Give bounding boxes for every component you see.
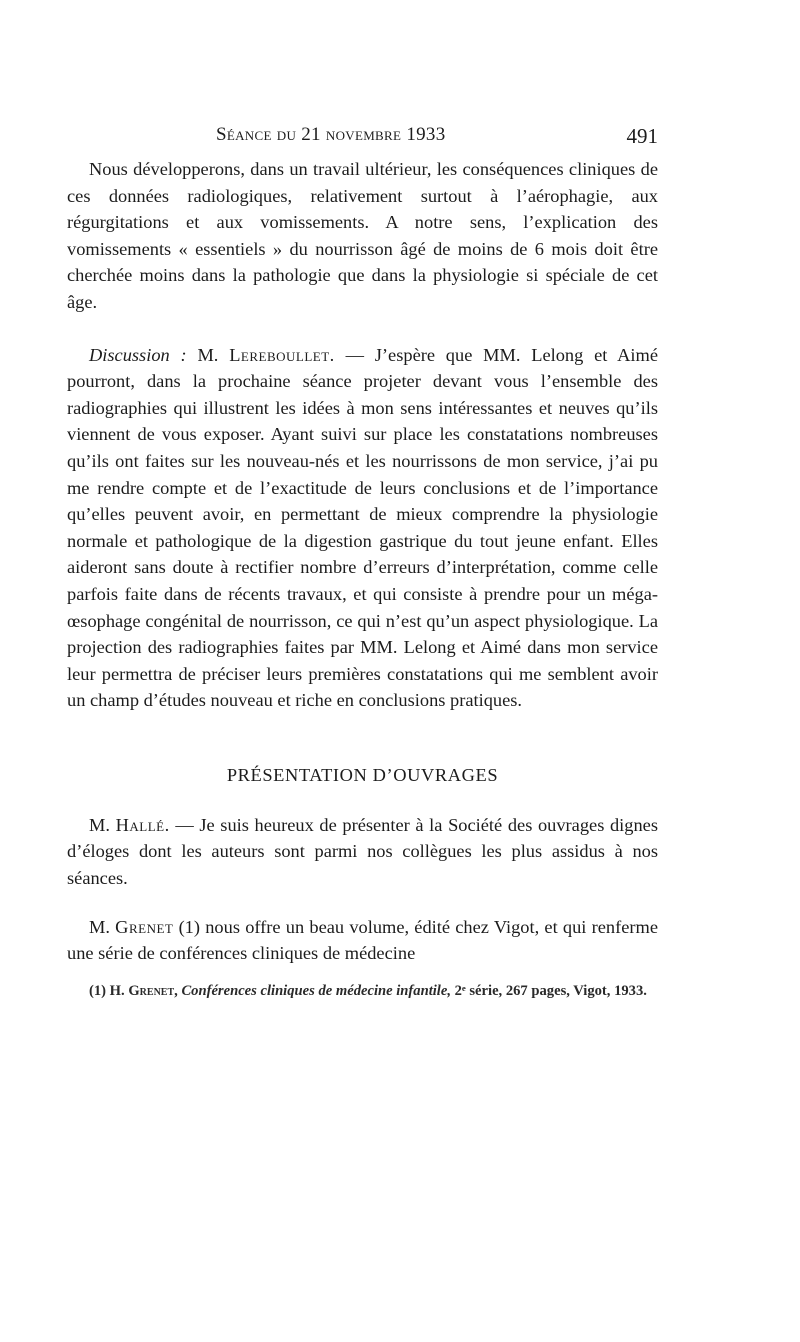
section-title: PRÉSENTATION D’OUVRAGES [226,764,499,785]
footnote-details: 2ᵉ série, 267 pages, Vigot, 1933. [454,982,647,999]
header-year: 1933 [406,124,446,145]
grenet-prefix: M. [89,916,110,937]
halle-paragraph [67,812,658,892]
header-du: du [276,124,297,145]
header-seance: Séance [216,124,272,145]
footnote [67,981,658,1001]
halle-text: — Je suis heureux de présenter à la Société des ouvrages dignes d’éloges dont les auteurs sont parmi nos collègues les plus assidus à nos séances. [67,814,658,889]
discussion-label: Discussion : [89,344,187,365]
discussion-speaker-name: Lereboullet. [229,344,335,365]
header-month: novembre [325,124,402,145]
footnote-title: Conférences cliniques de médecine infantile, [181,982,451,999]
grenet-name: Grenet [115,916,174,937]
grenet-text: nous offre un beau volume, édité chez Vigot, et qui renferme une série de conférences cliniques de médecine [67,916,658,964]
footnote-marker: (1) H. [89,982,125,999]
paragraph-radiology-conclusion: Nous développerons, dans un travail ultérieur, les conséquences cliniques de ces données radiologiques, relativement surtout à l’aérophagie, aux régurgitations et aux vomissements. A notre sens, l’explication des vomissements « essentiels » du nourrisson âgé de moins de 6 mois doit être cherchée moins dans la pathologie que dans la physiologie si spéciale de cet âge. [67,159,658,312]
book-page [67,118,658,1015]
page-number: 491 [626,124,658,148]
running-header [67,118,658,154]
discussion-text: — J’espère que MM. Lelong et Aimé pourront, dans la prochaine séance projeter devant vous l’ensemble des radiographies qui illustrent les idées à mon sens intéressantes et neuves qu’ils viennent de vous exposer. Ayant suivi sur place les constatations nombreuses qu’ils ont faites sur les nouveau-nés et les nourrissons de mon service, j’ai pu me rendre compte et de l’exactitude de leurs conclusions et de l’importance qu’elles peuvent avoir, en permettant de mieux comprendre la physiologie normale et pathologique de la digestion gastrique du tout jeune enfant. Elles aideront sans doute à rectifier nombre d’erreurs d’interprétation, comme celle parfois faite dans de récents travaux, et qui consiste à prendre pour un méga-œsophage congénital de nourrisson, ce qui n’est qu’un aspect physiologique. La projection des radiographies faites par MM. Lelong et Aimé dans mon service leur permettra de préciser leurs premières constatations qui me semblent avoir un champ d’études nouveau et riche en conclusions pratiques. [67,344,658,711]
discussion-paragraph [67,342,658,714]
halle-prefix: M. [89,814,110,835]
running-title [216,124,446,146]
grenet-note-ref: (1) [178,916,201,937]
discussion-speaker-prefix: M. [197,344,219,365]
footnote-author: Grenet, [128,982,178,999]
halle-name: Hallé. [115,814,170,835]
grenet-paragraph [67,914,658,967]
header-day: 21 [301,124,321,145]
